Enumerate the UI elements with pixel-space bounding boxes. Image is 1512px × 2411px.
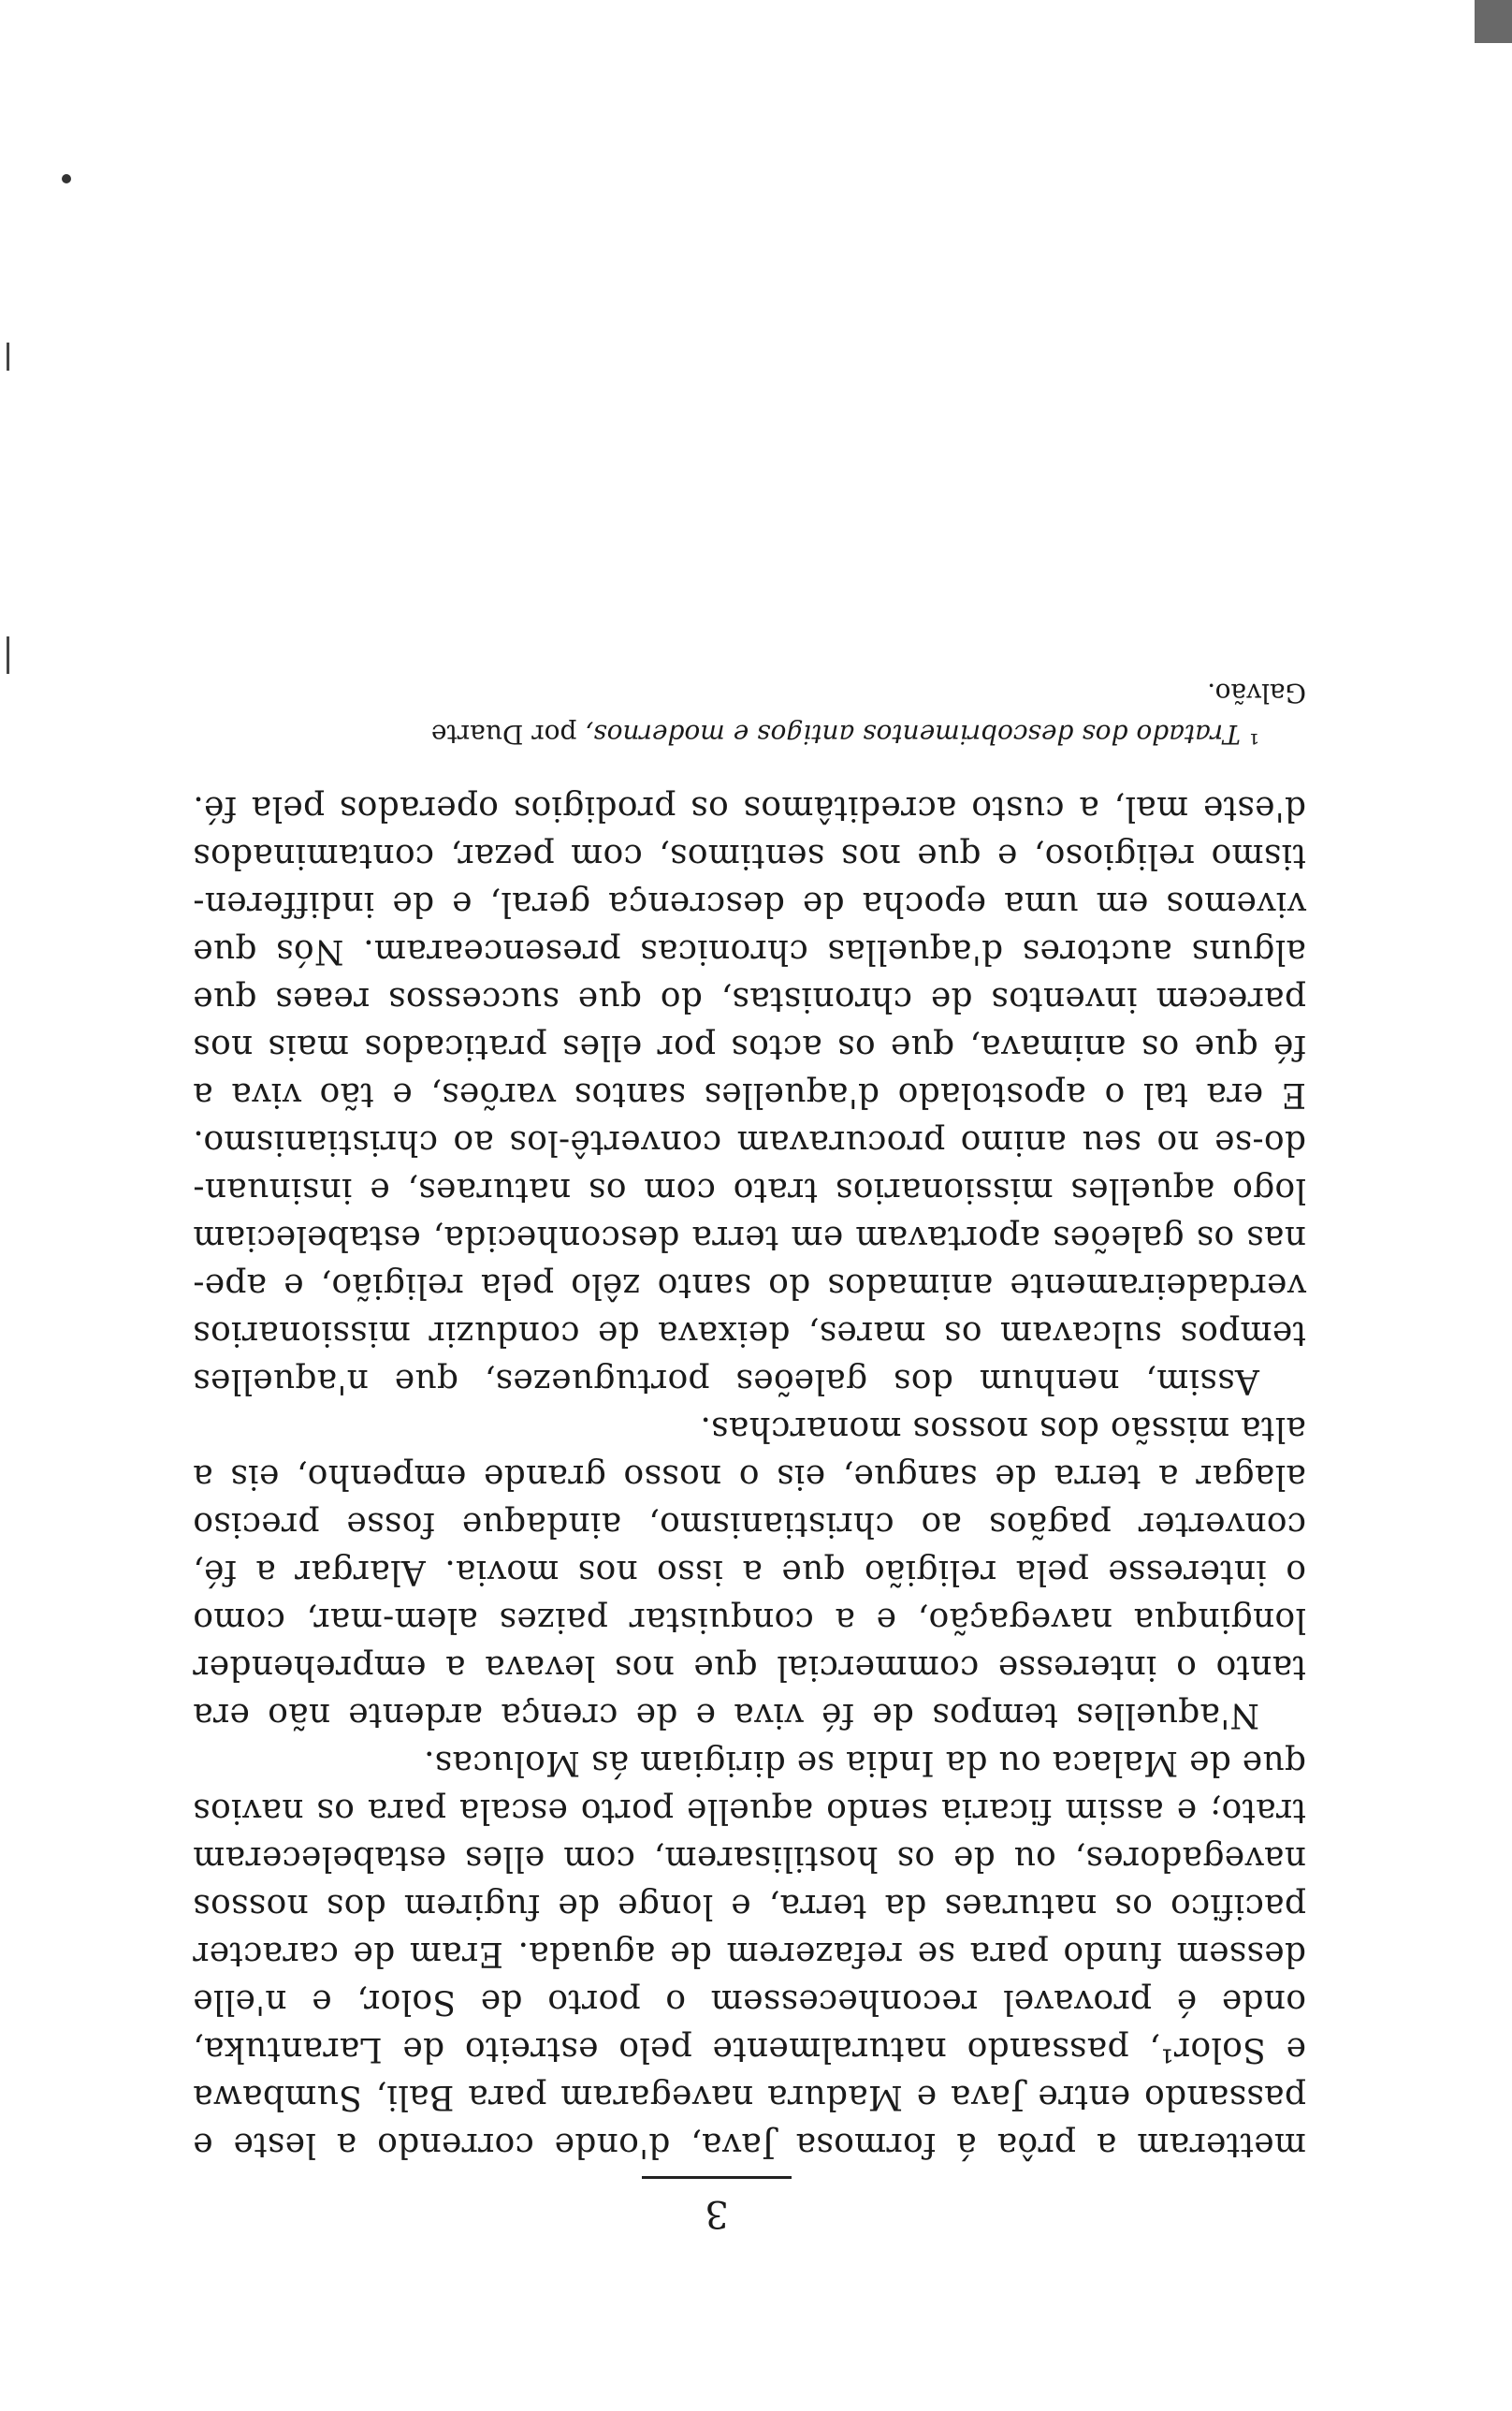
text-line: d'este mal, a custo acreditâmos os prodigios operados pela fé. — [193, 789, 1306, 827]
text-line: pacifico os naturaes da terra, e longe de fugirem dos nossos — [193, 1887, 1306, 1925]
text-line: alagar a terra de sangue, eis o nosso grande empenho, eis a — [193, 1457, 1306, 1496]
text-line: que de Malaca ou da India se dirigiam ás Molucas. — [423, 1744, 1306, 1782]
text-line: Assim, nenhum dos galeões portuguezes, que n'aquelles — [193, 1362, 1259, 1400]
text-line: logo aquelles missionarios trato com os naturaes, e insinuan- — [193, 1171, 1306, 1209]
text-line: N'aquelles tempos de fé viva e de crença ardente não era — [193, 1696, 1259, 1734]
text-line: alguns auctores d'aquellas chronicas presencearam. Nós que — [193, 932, 1306, 971]
edge-mark — [1475, 0, 1512, 43]
text-line: nas os galeões aportavam em terra desconhecida, estabeleciam — [193, 1219, 1306, 1257]
footnote-by: por Duarte — [430, 719, 577, 750]
text-line: tanto o interesse commercial que nos levava a emprehender — [193, 1648, 1306, 1687]
text-line: E era tal o apostolado d'aquelles santos varões, e tão viva a — [193, 1075, 1306, 1114]
edge-mark — [7, 636, 9, 674]
text-line: alta missão dos nossos monarchas. — [700, 1410, 1306, 1448]
footnote — [431, 713, 1259, 754]
footnote-title: Tratado dos descobrimentos antigos e modernos, — [585, 719, 1241, 750]
text-line: tismo religioso, e que nos sentimos, com pezar, contaminados — [193, 837, 1306, 875]
text-line: e Solor¹, passando naturalmente pelo estreito de Larantuka, — [193, 2030, 1306, 2068]
text-line: onde é provavel reconhecessem o porto de Solor, e n'elle — [193, 1982, 1306, 2021]
text-line: vivemos em uma epocha de descrença geral, e de indifferen- — [193, 884, 1306, 923]
text-line: navegadores, ou de os hostilisarem, com elles estabeleceram — [193, 1839, 1306, 1878]
text-line: converter pagãos ao christianismo, aindaque fosse preciso — [193, 1505, 1306, 1543]
footnote-author: Galvão. — [1207, 678, 1306, 709]
text-line: o interesse pela religião que a isso nos movia. Alargar a fé, — [193, 1553, 1306, 1591]
text-line: verdadeiramente animados do santo zêlo pela religião, e ape- — [193, 1266, 1306, 1305]
text-line: trato; e assim ficaria sendo aquelle porto escala para os navios — [193, 1791, 1306, 1830]
text-line: do-se no seu animo procuravam convertê-los ao christianismo. — [193, 1123, 1306, 1162]
text-line: longinqua navegação, e a conquistar paizes alem-mar, como — [193, 1600, 1306, 1639]
text-line: passando entre Java e Madura navegaram para Bali, Sumbawa — [193, 2078, 1306, 2116]
text-line: metteram a prôa á formosa Java, d'onde correndo a leste e — [193, 2126, 1306, 2164]
footnote-marker: ¹ — [1248, 719, 1259, 750]
text-line: dessem fundo para se refazerem de aguada. Eram de caracter — [193, 1935, 1306, 1973]
text-line: fé que os animava, que os actos por elles praticados mais nos — [193, 1028, 1306, 1066]
text-line: tempos sulcavam os mares, deixava de conduzir missionarios — [193, 1314, 1306, 1352]
page-speck — [62, 174, 71, 183]
page-number: 3 — [705, 2192, 729, 2235]
edge-mark — [7, 343, 9, 371]
text-line: parecem inventos de chronistas, do que successos reaes que — [193, 980, 1306, 1018]
